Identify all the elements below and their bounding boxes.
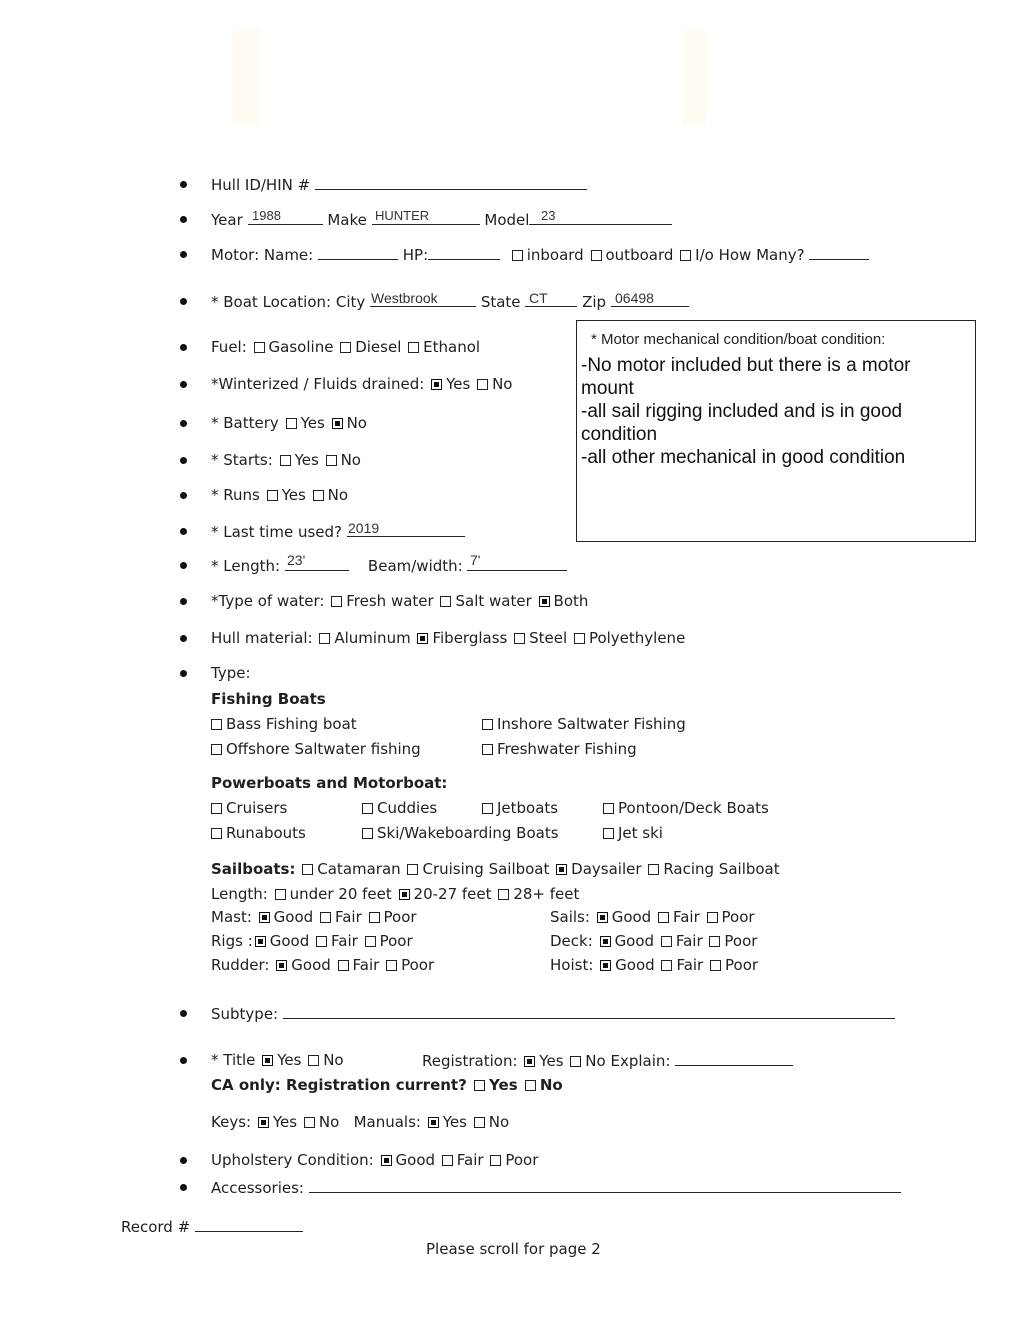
title-yes-checkbox[interactable] [262,1055,273,1066]
keys-row [211,1113,509,1131]
pontoon-option [601,799,769,817]
fair-label: Fair [675,932,703,950]
registration-yes-checkbox[interactable] [524,1056,535,1067]
freshwater-option [480,740,637,758]
runs-label: * Runs [211,486,260,504]
aluminum-checkbox[interactable] [319,633,330,644]
daysailer-label: Daysailer [571,860,642,878]
condition-line: mount [581,378,634,399]
upholstery-row [211,1151,538,1169]
jetski-checkbox[interactable] [603,828,614,839]
model-label: Model [484,211,530,229]
bullet [180,181,187,188]
diesel-label: Diesel [355,338,402,356]
poor-label: Poor [721,908,755,926]
manuals-yes-label: Yes [442,1113,467,1131]
condition-line: -all sail rigging included and is in good [581,401,903,422]
water-row [211,592,588,610]
hoist-poor-checkbox[interactable] [710,960,721,971]
fiberglass-label: Fiberglass [432,629,508,647]
runs-no-checkbox[interactable] [313,490,324,501]
winterized-yes-checkbox[interactable] [431,379,442,390]
rigs-row [211,932,413,950]
winterized-yes-label: Yes [446,375,471,393]
upholstery-fair-label: Fair [456,1151,484,1169]
daysailer-checkbox[interactable] [556,864,567,875]
fair-label: Fair [672,908,700,926]
winterized-row [211,375,512,393]
keys-no-checkbox[interactable] [304,1117,315,1128]
cruising-sailboat-label: Cruising Sailboat [422,860,550,878]
bullet [180,1057,187,1064]
scan-smudge [232,30,260,125]
cuddies-checkbox[interactable] [362,803,373,814]
gasoline-label: Gasoline [268,338,334,356]
cruisers-label: Cruisers [226,799,288,817]
year-value: 1988 [252,208,281,223]
salt-water-label: Salt water [455,592,532,610]
rudder-label: Rudder: [211,956,270,974]
jetboats-label: Jetboats [497,799,559,817]
rigs-poor-checkbox[interactable] [365,936,376,947]
starts-no-checkbox[interactable] [326,455,337,466]
record-label: Record # [121,1218,191,1236]
pontoon-label: Pontoon/Deck Boats [618,799,769,817]
sailboats-row [211,860,780,878]
keys-yes-checkbox[interactable] [258,1117,269,1128]
battery-label: * Battery [211,414,279,432]
battery-no-checkbox[interactable] [332,418,343,429]
gasoline-checkbox[interactable] [254,342,265,353]
bullet [180,1010,187,1017]
fuel-row [211,338,480,356]
sail-length-row [211,885,579,903]
motor-row [211,245,869,264]
fair-label: Fair [334,908,362,926]
ski-label: Ski/Wakeboarding Boats [377,824,559,842]
winterized-no-checkbox[interactable] [477,379,488,390]
sail-length-label: Length: [211,885,268,903]
type-label: Type: [211,664,251,682]
beam-field[interactable] [467,556,567,571]
motor-name-label: Motor: Name: [211,246,314,264]
length-row [211,556,567,575]
ski-option [360,824,559,842]
scan-smudge [683,30,705,125]
hull-row [211,175,587,194]
runabouts-checkbox[interactable] [211,828,222,839]
28-plus-label: 28+ feet [513,885,580,903]
fuel-label: Fuel: [211,338,247,356]
subtype-row [211,1004,895,1023]
runs-row [211,486,348,504]
sails-good-checkbox[interactable] [597,912,608,923]
battery-yes-label: Yes [300,414,325,432]
make-label: Make [327,211,367,229]
model-value: 23 [541,208,556,223]
title-row [211,1051,344,1069]
good-label: Good [615,956,655,974]
manuals-no-label: No [488,1113,510,1131]
motor-hp-label: HP: [402,246,429,264]
offshore-checkbox[interactable] [211,744,222,755]
runabouts-label: Runabouts [226,824,306,842]
keys-label: Keys: [211,1113,252,1131]
hull-label: Hull ID/HIN # [211,176,311,194]
ca-no-checkbox[interactable] [525,1080,536,1091]
hull-field[interactable] [315,175,587,190]
upholstery-poor-checkbox[interactable] [490,1155,501,1166]
jetski-label: Jet ski [618,824,663,842]
starts-label: * Starts: [211,451,273,469]
io-label: I/o How Many? [695,246,805,264]
both-water-checkbox[interactable] [539,596,550,607]
motor-condition-box[interactable] [576,320,976,542]
racing-sailboat-label: Racing Sailboat [663,860,780,878]
title-no-checkbox[interactable] [308,1055,319,1066]
condition-line: -No motor included but there is a motor [581,355,911,376]
fair-label: Fair [331,932,358,950]
ski-checkbox[interactable] [362,828,373,839]
zip-value: 06498 [615,290,654,306]
rudder-row [211,956,434,974]
runs-yes-label: Yes [281,486,306,504]
under-20-label: under 20 feet [289,885,392,903]
upholstery-poor-label: Poor [505,1151,539,1169]
water-label: *Type of water: [211,592,325,610]
hoist-fair-checkbox[interactable] [661,960,672,971]
deck-fair-checkbox[interactable] [661,936,672,947]
motor-count-field[interactable] [809,245,869,260]
deck-label: Deck: [550,932,593,950]
subtype-label: Subtype: [211,1005,279,1023]
mast-fair-checkbox[interactable] [320,912,331,923]
bullet [180,562,187,569]
battery-yes-checkbox[interactable] [286,418,297,429]
starts-row [211,451,361,469]
bullet [180,598,187,605]
deck-poor-checkbox[interactable] [709,936,720,947]
sails-poor-checkbox[interactable] [707,912,718,923]
poor-label: Poor [724,932,758,950]
inshore-label: Inshore Saltwater Fishing [497,715,686,733]
manuals-no-checkbox[interactable] [474,1117,485,1128]
jetski-option [601,824,663,842]
last-used-row [211,522,465,541]
city-value: Westbrook [371,290,438,306]
bullet [180,1184,187,1191]
mast-good-checkbox[interactable] [259,912,270,923]
cruisers-checkbox[interactable] [211,803,222,814]
bullet [180,492,187,499]
battery-row [211,414,367,432]
state-value: CT [529,290,548,306]
winterized-no-label: No [492,375,513,393]
polyethylene-label: Polyethylene [588,629,686,647]
sails-label: Sails: [550,908,590,926]
fair-label: Fair [676,956,704,974]
hull-material-row [211,629,685,647]
registration-explain-field[interactable] [675,1051,793,1066]
runs-yes-checkbox[interactable] [267,490,278,501]
year-label: Year [211,211,243,229]
rudder-good-checkbox[interactable] [276,960,287,971]
both-water-label: Both [553,592,589,610]
last-used-label: * Last time used? [211,523,342,541]
last-used-value: 2019 [348,520,380,536]
registration-row [422,1051,793,1070]
mast-label: Mast: [211,908,252,926]
page-footer: Please scroll for page 2 [426,1240,601,1258]
bullet [180,344,187,351]
accessories-label: Accessories: [211,1179,304,1197]
sailboats-heading: Sailboats: [211,860,296,878]
fresh-water-label: Fresh water [346,592,434,610]
good-label: Good [611,908,652,926]
fair-label: Fair [352,956,380,974]
fiberglass-checkbox[interactable] [417,633,428,644]
bullet [180,670,187,677]
io-checkbox[interactable] [680,250,691,261]
title-label: * Title [211,1051,256,1069]
hull-material-label: Hull material: [211,629,313,647]
manuals-label: Manuals: [353,1113,421,1131]
rudder-fair-checkbox[interactable] [338,960,349,971]
ca-label: CA only: Registration current? [211,1076,467,1094]
upholstery-fair-checkbox[interactable] [442,1155,453,1166]
upholstery-label: Upholstery Condition: [211,1151,374,1169]
poor-label: Poor [383,908,417,926]
bullet [180,251,187,258]
rigs-label: Rigs : [211,932,253,950]
fishing-heading: Fishing Boats [211,690,326,708]
runs-no-label: No [327,486,349,504]
length-label: * Length: [211,557,281,575]
sails-row [550,908,755,926]
ca-row [211,1076,563,1094]
bullet [180,457,187,464]
fresh-water-checkbox[interactable] [331,596,342,607]
ethanol-label: Ethanol [423,338,481,356]
bullet [180,216,187,223]
jetboats-checkbox[interactable] [482,803,493,814]
starts-yes-checkbox[interactable] [280,455,291,466]
poor-label: Poor [379,932,413,950]
deck-row [550,932,757,950]
salt-water-checkbox[interactable] [440,596,451,607]
bullet [180,1157,187,1164]
title-yes-label: Yes [277,1051,302,1069]
motor-hp-field[interactable] [428,245,500,260]
hoist-label: Hoist: [550,956,594,974]
under-20-checkbox[interactable] [275,889,286,900]
ca-yes-label: Yes [489,1076,518,1094]
manuals-yes-checkbox[interactable] [428,1117,439,1128]
28-plus-checkbox[interactable] [498,889,509,900]
registration-explain-label: No Explain: [585,1052,671,1070]
inboard-label: inboard [526,246,584,264]
outboard-checkbox[interactable] [591,250,602,261]
motor-condition-heading: * Motor mechanical condition/boat condition: [591,331,886,348]
rigs-fair-checkbox[interactable] [316,936,327,947]
catamaran-checkbox[interactable] [302,864,313,875]
poor-label: Poor [725,956,759,974]
bullet [180,298,187,305]
starts-yes-label: Yes [294,451,319,469]
jetboats-option [480,799,558,817]
mast-poor-checkbox[interactable] [369,912,380,923]
condition-line: condition [581,424,658,445]
inshore-checkbox[interactable] [482,719,493,730]
registration-no-checkbox[interactable] [570,1056,581,1067]
bass-label: Bass Fishing boat [226,715,357,733]
pontoon-checkbox[interactable] [603,803,614,814]
poor-label: Poor [401,956,435,974]
upholstery-good-label: Good [395,1151,436,1169]
cuddies-label: Cuddies [377,799,438,817]
ca-yes-checkbox[interactable] [474,1080,485,1091]
record-row [121,1217,303,1236]
upholstery-good-checkbox[interactable] [381,1155,392,1166]
bullet [180,420,187,427]
winterized-label: *Winterized / Fluids drained: [211,375,425,393]
length-value: 23' [287,552,306,568]
freshwater-label: Freshwater Fishing [497,740,637,758]
starts-no-label: No [340,451,361,469]
offshore-label: Offshore Saltwater fishing [226,740,421,758]
cuddies-option [360,799,437,817]
ethanol-checkbox[interactable] [408,342,419,353]
zip-label: Zip [582,293,607,311]
polyethylene-checkbox[interactable] [574,633,585,644]
cruising-sailboat-checkbox[interactable] [407,864,418,875]
bass-option [209,715,357,733]
catamaran-label: Catamaran [317,860,401,878]
beam-label: Beam/width: [367,557,463,575]
inboard-checkbox[interactable] [512,250,523,261]
mast-row [211,908,417,926]
runabouts-option [209,824,306,842]
good-label: Good [273,908,314,926]
good-label: Good [269,932,310,950]
subtype-field[interactable] [283,1004,895,1019]
rigs-good-checkbox[interactable] [255,936,266,947]
record-field[interactable] [195,1217,303,1232]
bass-checkbox[interactable] [211,719,222,730]
offshore-option [209,740,421,758]
condition-line: -all other mechanical in good condition [581,447,906,468]
inshore-option [480,715,686,733]
20-27-checkbox[interactable] [399,889,410,900]
make-value: HUNTER [375,208,430,223]
hoist-row [550,956,758,974]
racing-sailboat-checkbox[interactable] [648,864,659,875]
outboard-label: outboard [605,246,674,264]
keys-yes-label: Yes [272,1113,298,1131]
steel-checkbox[interactable] [514,633,525,644]
bullet [180,381,187,388]
good-label: Good [614,932,655,950]
bullet [180,635,187,642]
beam-value: 7' [470,552,481,568]
steel-label: Steel [529,629,568,647]
sails-fair-checkbox[interactable] [658,912,669,923]
aluminum-label: Aluminum [334,629,411,647]
powerboats-heading: Powerboats and Motorboat: [211,774,448,792]
diesel-checkbox[interactable] [340,342,351,353]
accessories-field[interactable] [309,1178,901,1193]
deck-good-checkbox[interactable] [600,936,611,947]
rudder-poor-checkbox[interactable] [386,960,397,971]
registration-yes-label: Yes [539,1052,564,1070]
city-label: * Boat Location: City [211,293,366,311]
good-label: Good [291,956,331,974]
keys-no-label: No [318,1113,340,1131]
motor-name-field[interactable] [318,245,398,260]
bullet [180,528,187,535]
battery-no-label: No [346,414,367,432]
registration-label: Registration: [422,1052,518,1070]
cruisers-option [209,799,287,817]
freshwater-checkbox[interactable] [482,744,493,755]
ca-no-label: No [539,1076,563,1094]
title-no-label: No [323,1051,344,1069]
hoist-good-checkbox[interactable] [600,960,611,971]
20-27-label: 20-27 feet [413,885,492,903]
state-label: State [480,293,521,311]
accessories-row [211,1178,901,1197]
